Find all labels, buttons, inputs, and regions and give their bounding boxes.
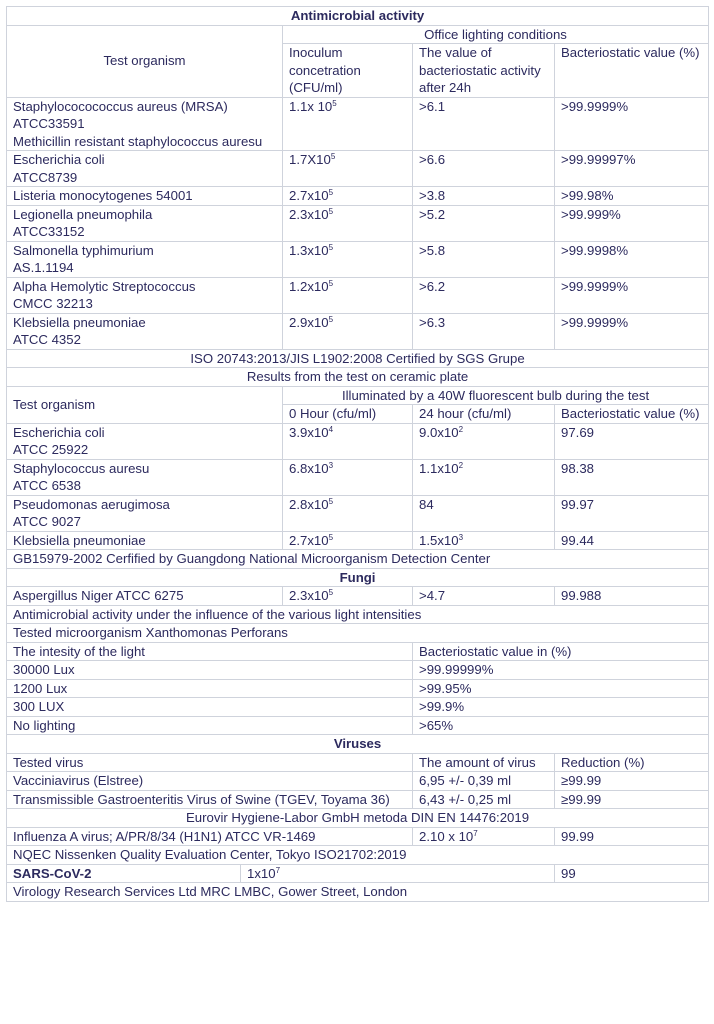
- header-tested-virus: Tested virus: [7, 753, 413, 772]
- organism-line: ATCC 9027: [13, 514, 81, 529]
- organism-line: ATCC 6538: [13, 478, 81, 493]
- certification-guangdong: GB15979-2002 Cerfified by Guangdong National Microorganism Detection Center: [7, 550, 709, 569]
- intensity-cell: 1200 Lux: [7, 679, 413, 698]
- viruses-title-row: [7, 735, 709, 754]
- inoculum-cell-exponent: 5: [328, 242, 334, 252]
- ceramic-condition-row: [7, 386, 709, 405]
- condition-office-lighting: Office lighting conditions: [283, 25, 709, 44]
- inoculum-cell-base: 2.7x10: [289, 188, 329, 203]
- hour0-cell: [283, 495, 413, 531]
- inoculum-cell-base: 1.2x10: [289, 278, 329, 294]
- table-row: [7, 97, 709, 151]
- reduction-cell: ≥99.99: [555, 772, 709, 791]
- organism-line: ATCC8739: [13, 169, 78, 185]
- section-title-light: Antimicrobial activity under the influence of the various light intensities: [7, 605, 709, 624]
- condition-fluorescent: Illuminated by a 40W fluorescent bulb during the test: [283, 386, 709, 405]
- organism-cell: [7, 459, 283, 495]
- table-row: [7, 423, 709, 459]
- table-row: [7, 716, 709, 735]
- inoculum-cell-base: 1.3x10: [289, 242, 329, 258]
- light-subtitle: Tested microorganism Xanthomonas Perforans: [7, 624, 709, 643]
- inoculum-cell: [283, 277, 413, 313]
- virus-cell: Vacciniavirus (Elstree): [7, 772, 413, 791]
- ceramic-title-row: [7, 368, 709, 387]
- inoculum-cell-base: 2.3x10: [289, 206, 329, 222]
- hour24-cell-base: 9.0x10: [419, 424, 459, 440]
- organism-line: Pseudomonas aerugimosa: [13, 496, 170, 512]
- pct-cell: >99.9999%: [555, 277, 709, 313]
- inoculum-cell: [283, 187, 413, 206]
- table-body: [7, 7, 709, 902]
- organism-line: Salmonella typhimurium: [13, 242, 154, 258]
- hour0-cell: [283, 531, 413, 550]
- pct-cell: 98.38: [555, 459, 709, 495]
- organism-cell: [7, 277, 283, 313]
- table-row: [7, 187, 709, 206]
- pct-cell: >99.999%: [555, 205, 709, 241]
- intensity-cell: No lighting: [7, 716, 413, 735]
- organism-cell: [7, 151, 283, 187]
- hour24-cell-exponent: 3: [458, 532, 464, 542]
- organism-cell: [7, 97, 283, 151]
- table-row: [7, 459, 709, 495]
- ceramic-certification-row: [7, 550, 709, 569]
- organism-line: Alpha Hemolytic Streptococcus: [13, 278, 196, 294]
- fungi-value: >4.7: [413, 587, 555, 606]
- value-cell: >5.8: [413, 241, 555, 277]
- organism-line: ATCC 4352: [13, 332, 81, 347]
- inoculum-cell-base: 1.1x 10: [289, 98, 333, 114]
- inoculum-cell-exponent: 5: [328, 188, 334, 197]
- table-row: [7, 241, 709, 277]
- hour0-cell-exponent: 5: [328, 496, 334, 506]
- table-row: [7, 313, 709, 349]
- header-hour-24: 24 hour (cfu/ml): [413, 405, 555, 424]
- pct-cell: 97.69: [555, 423, 709, 459]
- header-value-24h: The value of bacteriostatic activity after 24h: [413, 44, 555, 98]
- light-header-row: [7, 642, 709, 661]
- inoculum-cell: [283, 205, 413, 241]
- hour0-cell: [283, 459, 413, 495]
- sars-amount: $1x10^7$: [241, 864, 555, 883]
- hour24-cell-base: 1.1x10: [419, 460, 459, 476]
- organism-line: Methicillin resistant staphylococcus auresu: [13, 133, 263, 149]
- intensity-cell: 30000 Lux: [7, 661, 413, 680]
- virology-row: [7, 883, 709, 902]
- light-value-cell: >99.9%: [413, 698, 709, 717]
- organism-cell: [7, 423, 283, 459]
- table-row: [7, 661, 709, 680]
- hour24-cell-exponent: 2: [458, 424, 464, 434]
- value-cell: >6.3: [413, 313, 555, 349]
- table-row: [7, 790, 709, 809]
- sars-virus: SARS-CoV-2: [7, 864, 241, 883]
- fungi-title-row: [7, 568, 709, 587]
- hour0-cell: [283, 423, 413, 459]
- table-row: [7, 531, 709, 550]
- eurovir-row: [7, 809, 709, 828]
- inoculum-cell-exponent: 5: [332, 98, 337, 108]
- hour0-cell-base: 3.9x10: [289, 424, 329, 440]
- organism-cell: [7, 495, 283, 531]
- organism-cell: [7, 187, 283, 206]
- organism-line: Staphylococococcus aureus (MRSA): [13, 98, 228, 114]
- section-title-fungi: Fungi: [7, 568, 709, 587]
- table-row: [7, 151, 709, 187]
- table-row: [7, 495, 709, 531]
- table-row: [7, 277, 709, 313]
- value-cell: >3.8: [413, 187, 555, 206]
- hour0-cell-base: 2.7x10: [289, 532, 329, 548]
- section-title-antimicrobial: Antimicrobial activity: [7, 7, 709, 26]
- pct-cell: >99.98%: [555, 187, 709, 206]
- influenza-virus: Influenza A virus; A/PR/8/34 (H1N1) ATCC VR-1469: [7, 827, 413, 846]
- hour0-cell-exponent: 5: [328, 532, 334, 542]
- header-inoculum: Inoculum concetration (CFU/ml): [283, 44, 413, 98]
- organism-line: Klebsiella pneumoniae: [13, 314, 146, 330]
- fungi-organism: Aspergillus Niger ATCC 6275: [7, 587, 283, 606]
- value-cell: >5.2: [413, 205, 555, 241]
- header-virus-amount: The amount of virus: [413, 753, 555, 772]
- value-cell: >6.2: [413, 277, 555, 313]
- certification-virology: Virology Research Services Ltd MRC LMBC, Gower Street, London: [7, 883, 709, 902]
- pct-cell: >99.9999%: [555, 97, 709, 151]
- influenza-row: [7, 827, 709, 846]
- inoculum-cell: [283, 241, 413, 277]
- nqec-row: [7, 846, 709, 865]
- light-subtitle-row: [7, 624, 709, 643]
- organism-line: ATCC33152: [13, 224, 85, 239]
- influenza-reduction: 99.99: [555, 827, 709, 846]
- viruses-header-row: [7, 753, 709, 772]
- organism-line: Legionella pneumophila: [13, 206, 153, 222]
- organism-line: Listeria monocytogenes 54001: [13, 188, 193, 203]
- hour24-cell-base: 1.5x10: [419, 532, 459, 548]
- organism-line: Escherichia coli: [13, 424, 105, 440]
- title-row: [7, 7, 709, 26]
- fungi-inoculum: $2.3x10^5$: [283, 587, 413, 606]
- organism-cell: [7, 205, 283, 241]
- pct-cell: 99.44: [555, 531, 709, 550]
- organism-cell: [7, 313, 283, 349]
- header-virus-reduction: Reduction (%): [555, 753, 709, 772]
- light-title-row: [7, 605, 709, 624]
- header-hour-0: 0 Hour (cfu/ml): [283, 405, 413, 424]
- hour24-cell: [413, 423, 555, 459]
- table-row: [7, 698, 709, 717]
- antimicrobial-table: [6, 6, 709, 902]
- header-ceramic-organism: Test organism: [7, 386, 283, 423]
- organism-line: CMCC 32213: [13, 296, 93, 311]
- hour24-cell: [413, 495, 555, 531]
- header-light-value: Bacteriostatic value in (%): [413, 642, 709, 661]
- pct-cell: >99.99997%: [555, 151, 709, 187]
- hour24-cell-base: 84: [419, 496, 434, 512]
- table-row: [7, 772, 709, 791]
- hour24-cell-exponent: 2: [458, 460, 464, 470]
- organism-line: Escherichia coli: [13, 152, 105, 167]
- hour0-cell-base: 6.8x10: [289, 460, 329, 476]
- fungi-row: [7, 587, 709, 606]
- pct-cell: 99.97: [555, 495, 709, 531]
- hour0-cell-exponent: 4: [328, 424, 334, 434]
- header-light-intensity: The intesity of the light: [7, 642, 413, 661]
- inoculum-cell: [283, 97, 413, 151]
- organism-line: ATCC 25922: [13, 442, 89, 457]
- reduction-cell: ≥99.99: [555, 790, 709, 809]
- influenza-amount: 2.10 x $10^7$: [413, 827, 555, 846]
- hour24-cell: [413, 459, 555, 495]
- certification-sgs: ISO 20743:2013/JIS L1902:2008 Certified by SGS Grupe: [7, 349, 709, 368]
- sars-row: [7, 864, 709, 883]
- organism-cell: [7, 531, 283, 550]
- light-value-cell: >65%: [413, 716, 709, 735]
- inoculum-cell-base: 1.7X10: [289, 152, 331, 167]
- organism-cell: [7, 241, 283, 277]
- header-test-organism: Test organism: [7, 25, 283, 97]
- inoculum-cell-exponent: 5: [328, 206, 334, 216]
- value-cell: >6.6: [413, 151, 555, 187]
- inoculum-cell: [283, 151, 413, 187]
- section-title-ceramic: Results from the test on ceramic plate: [7, 368, 709, 387]
- inoculum-cell-exponent: 5: [330, 152, 336, 161]
- hour0-cell-exponent: 3: [328, 460, 334, 470]
- inoculum-cell-exponent: 5: [328, 314, 334, 324]
- organism-line: ATCC33591: [13, 116, 85, 131]
- sars-reduction: 99: [555, 864, 709, 883]
- certification-eurovir: Eurovir Hygiene-Labor GmbH metoda DIN EN 14476:2019: [7, 809, 709, 828]
- pct-cell: >99.9999%: [555, 313, 709, 349]
- amount-cell: 6,43 +/- 0,25 ml: [413, 790, 555, 809]
- header-bacteriostatic: Bacteriostatic value (%): [555, 44, 709, 98]
- organism-line: Klebsiella pneumoniae: [13, 532, 146, 548]
- light-value-cell: >99.95%: [413, 679, 709, 698]
- light-value-cell: >99.99999%: [413, 661, 709, 680]
- inoculum-cell: [283, 313, 413, 349]
- organism-line: Staphylococcus auresu: [13, 460, 150, 476]
- condition-row: [7, 25, 709, 44]
- hour24-cell: [413, 531, 555, 550]
- value-cell: >6.1: [413, 97, 555, 151]
- virus-cell: Transmissible Gastroenteritis Virus of Swine (TGEV, Toyama 36): [7, 790, 413, 809]
- certification-row: [7, 349, 709, 368]
- fungi-pct: 99.988: [555, 587, 709, 606]
- section-title-viruses: Viruses: [7, 735, 709, 754]
- certification-nqec: NQEC Nissenken Quality Evaluation Center, Tokyo ISO21702:2019: [7, 846, 709, 865]
- amount-cell: 6,95 +/- 0,39 ml: [413, 772, 555, 791]
- table-row: [7, 205, 709, 241]
- organism-line: AS.1.1194: [13, 260, 74, 275]
- inoculum-cell-exponent: 5: [328, 278, 334, 288]
- inoculum-cell-base: 2.9x10: [289, 314, 329, 330]
- intensity-cell: 300 LUX: [7, 698, 413, 717]
- table-row: [7, 679, 709, 698]
- header-ceramic-bacteriostatic: Bacteriostatic value (%): [555, 405, 709, 424]
- pct-cell: >99.9998%: [555, 241, 709, 277]
- hour0-cell-base: 2.8x10: [289, 496, 329, 512]
